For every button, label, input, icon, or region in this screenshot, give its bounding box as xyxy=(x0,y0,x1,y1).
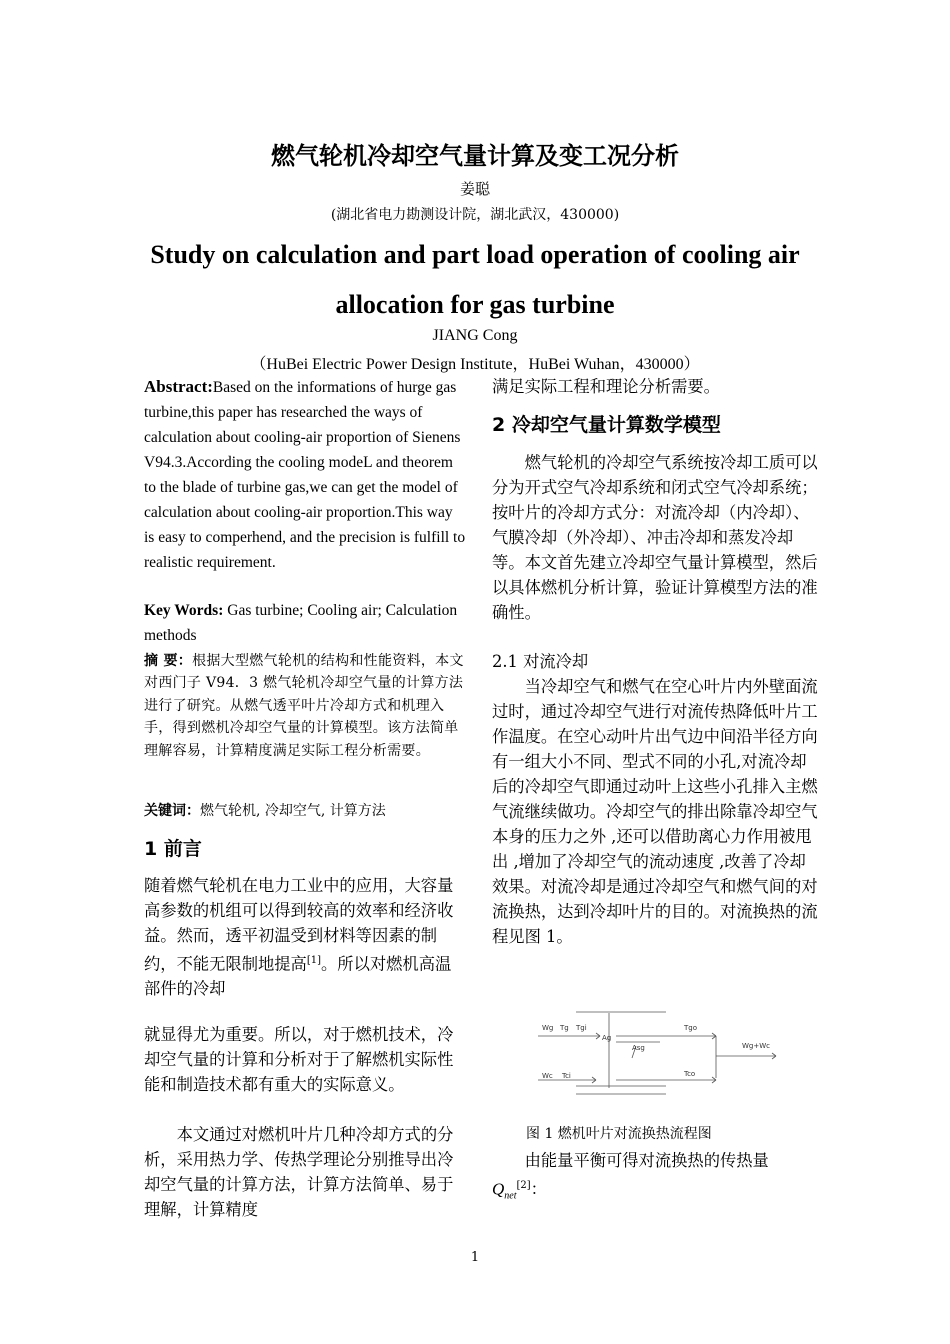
paper-title-en-line2: allocation for gas turbine xyxy=(335,290,615,319)
keywords-cn-text: 燃气轮机, 冷却空气, 计算方法 xyxy=(200,803,386,819)
energy-balance-text: 由能量平衡可得对流换热的传热量 xyxy=(524,1151,769,1170)
section-2-1-para: 当冷却空气和燃气在空心叶片内外壁面流过时，通过冷却空气进行对流传热降低叶片工作温度。在空心动叶片出气边中间沿半径方向有一组大小不同、型式不同的小孔,对流冷却后的冷却空气即通过动叶上这些小孔排入主燃气流继续做功。冷却空气的排出除靠冷却空气本身的压力之外 ,还可以借助离心力作用被甩出 ,增加了冷却空气的流动速度 ,改善了冷却效果。对流冷却是通过冷却空气和燃气间的对流换热，达到冷却叶片的目的。对流换热的流程见图 1。 xyxy=(492,677,818,946)
abstract-en-label: Abstract: xyxy=(144,377,213,396)
energy-balance-colon: ： xyxy=(530,1179,547,1199)
affiliation-en: （HuBei Electric Power Design Institute，HuBei Wuhan，430000） xyxy=(250,356,700,373)
figure-1-caption: 图 1 燃机叶片对流换热流程图 xyxy=(526,1126,712,1142)
affiliation-cn: (湖北省电力勘测设计院，湖北武汉，430000) xyxy=(330,207,620,223)
paper-title-cn: 燃气轮机冷却空气量计算及变工况分析 xyxy=(271,142,679,170)
fig-label-tg: Tg xyxy=(560,1024,569,1032)
fig-label-wg: Wg xyxy=(542,1024,554,1032)
section-2-1-para-energy xyxy=(492,1148,820,1209)
page-number: 1 xyxy=(470,1250,480,1265)
abstract-cn-label: 摘 要： xyxy=(144,653,193,669)
section-1-para1-part2: 就显得尤为重要。所以，对于燃机技术，冷却空气量的计算和分析对于了解燃机实际性能和制造技术都有重大的实际意义。 xyxy=(144,1025,454,1094)
keywords-en-text: Gas turbine; Cooling air; Calculation methods xyxy=(144,602,458,644)
paper-title-en xyxy=(0,230,950,330)
fig-label-tci: Tci xyxy=(562,1072,571,1080)
fig-label-tgi: Tgi xyxy=(576,1024,587,1032)
q-net-subscript: net xyxy=(504,1190,517,1202)
citation-ref-2: [2] xyxy=(516,1180,531,1191)
abstract-cn-text: 根据大型燃气轮机的结构和性能资料，本文对西门子 V94．3 燃气轮机冷却空气量的计算方法进行了研究。从燃气透平叶片冷却方式和机理入手，得到燃机冷却空气量的计算模型。该方法简单理解容易，计算精度满足实际工程分析需要。 xyxy=(144,653,464,759)
author-name-cn: 姜聪 xyxy=(459,180,490,198)
section-2-para1: 燃气轮机的冷却空气系统按冷却工质可以分为开式空气冷却系统和闭式空气冷却系统；按叶片的冷却方式分：对流冷却（内冷却）、气膜冷却（外冷却）、冲击冷却和蒸发冷却等。本文首先建立冷却空气量计算模型，然后以具体燃机分析计算，验证计算模型方法的准确性。 xyxy=(492,453,818,622)
section-1-para2: 本文通过对燃机叶片几种冷却方式的分析，采用热力学、传热学理论分别推导出冷却空气量的计算方法，计算方法简单、易于理解，计算精度 xyxy=(144,1125,454,1219)
fig-label-wg-wc: Wg+Wc xyxy=(742,1042,770,1050)
author-name-en: JIANG Cong xyxy=(432,327,518,344)
fig-label-ag: Ag xyxy=(602,1034,612,1042)
section-1-para1-text-b: 。所以对燃机高温部件的冷却 xyxy=(144,954,452,999)
q-net-symbol: Q xyxy=(492,1179,505,1199)
section-1-heading: 1 前言 xyxy=(144,838,202,860)
citation-ref-1: [1] xyxy=(306,955,321,966)
right-col-continuation: 满足实际工程和理论分析需要。 xyxy=(492,377,720,396)
fig-label-tco: Tco xyxy=(684,1070,696,1078)
abstract-en-text: Based on the informations of hurge gas turbine,this paper has researched the ways of calculation about cooling-air proportion of Sienens V94.3.According the cooling modeL and theorem to the blade of turbine gas,we can get the model of calculation about cooling-air proportion.This way is easy to comperhend, and the precision is fulfill to realistic requirement. xyxy=(144,379,466,571)
fig-label-tgo: Tgo xyxy=(684,1024,698,1032)
keywords-cn-label: 关键词： xyxy=(144,803,200,819)
section-2-heading: 2 冷却空气量计算数学模型 xyxy=(492,414,721,436)
fig-label-wc: Wc xyxy=(542,1072,553,1080)
fig-label-asg: Asg xyxy=(632,1044,645,1052)
keywords-en-label: Key Words: xyxy=(144,602,224,619)
abstract-en xyxy=(144,374,466,575)
figure-1-flow-diagram xyxy=(536,1008,796,1098)
section-1-para1-text-a: 随着燃气轮机在电力工业中的应用，大容量高参数的机组可以得到较高的效率和经济收益。然而，透平初温受到材料等因素的制约，不能无限制地提高 xyxy=(144,876,454,974)
abstract-cn xyxy=(144,650,466,762)
subsection-2-1-heading: 2.1 对流冷却 xyxy=(492,652,589,671)
keywords-en xyxy=(144,598,466,648)
paper-title-en-line1: Study on calculation and part load operation of cooling air xyxy=(150,240,800,269)
keywords-cn xyxy=(144,800,466,822)
section-1-para1-part1 xyxy=(144,873,466,1001)
